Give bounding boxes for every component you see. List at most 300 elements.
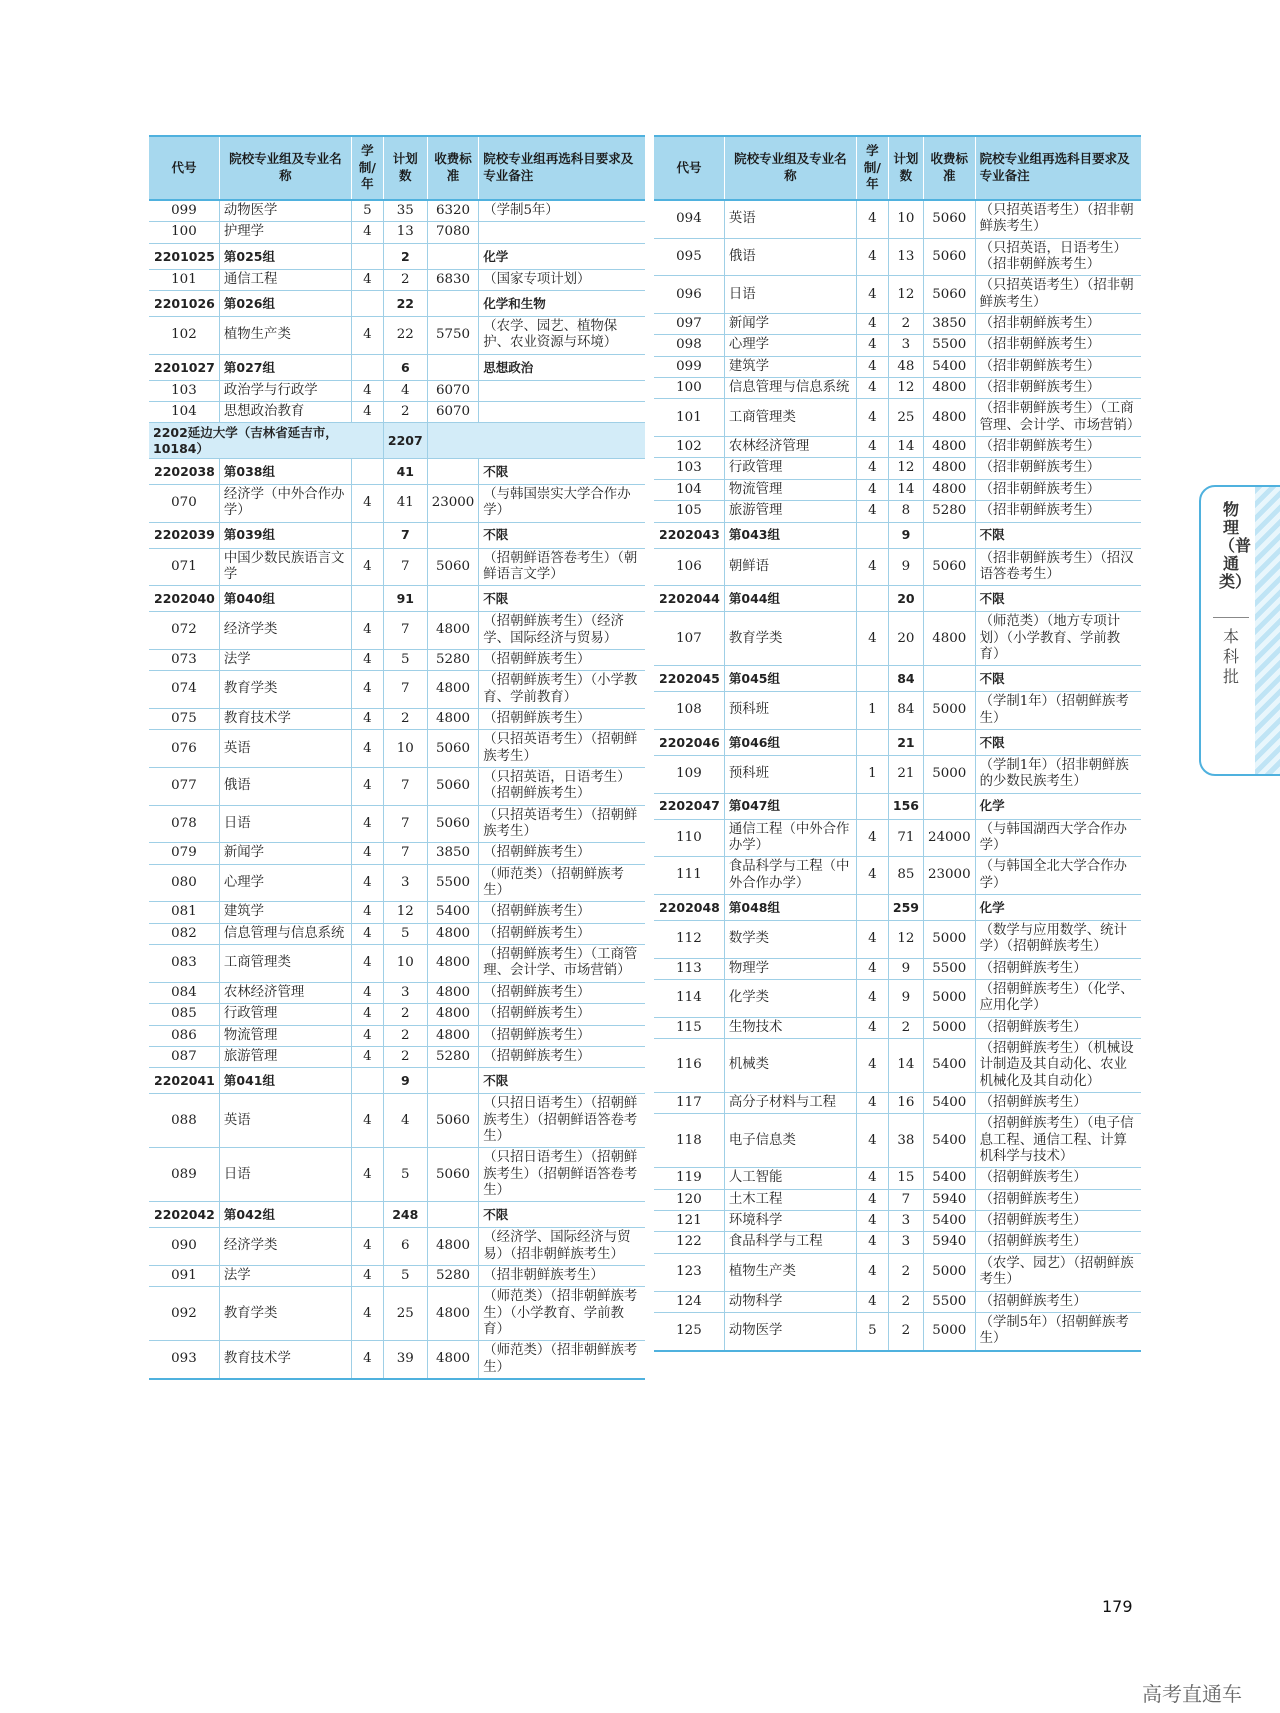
- group-row: [654, 894, 1141, 920]
- major-row: [654, 501, 1141, 522]
- major-note: （只招英语考生）（招朝鲜族考生）: [479, 805, 645, 843]
- group-name: 第040组: [219, 586, 351, 612]
- plan-count: 41: [383, 458, 427, 484]
- major-code: 116: [654, 1039, 724, 1093]
- major-row: [149, 548, 645, 586]
- plan-count: 9: [888, 548, 923, 586]
- subject-requirement: 不限: [479, 1068, 645, 1094]
- major-note: （招朝鲜族考生）: [479, 1004, 645, 1025]
- empty-cell: [856, 793, 888, 819]
- major-note: （数学与应用数学、统计学）（招朝鲜族考生）: [975, 920, 1141, 958]
- plan-count: 2: [888, 1017, 923, 1038]
- major-code: 105: [654, 501, 724, 522]
- study-years: 5: [351, 200, 383, 222]
- major-row: [149, 923, 645, 944]
- group-code: 2202048: [654, 894, 724, 920]
- plan-count: 20: [888, 612, 923, 666]
- major-code: 103: [654, 458, 724, 479]
- major-code: 118: [654, 1114, 724, 1168]
- plan-count: 35: [383, 200, 427, 222]
- empty-cell: [427, 522, 479, 548]
- major-row: [149, 1004, 645, 1025]
- tuition-fee: 5940: [923, 1189, 975, 1210]
- major-name: 信息管理与信息系统: [724, 378, 856, 399]
- study-years: 4: [351, 1094, 383, 1148]
- empty-cell: [856, 586, 888, 612]
- tuition-fee: 3850: [427, 843, 479, 864]
- study-years: 4: [351, 864, 383, 902]
- major-name: 心理学: [219, 864, 351, 902]
- major-note: （招朝鲜族考生）: [479, 902, 645, 923]
- major-code: 101: [654, 399, 724, 437]
- plan-count: 25: [888, 399, 923, 437]
- major-name: 建筑学: [724, 356, 856, 377]
- subject-requirement: 不限: [975, 666, 1141, 692]
- major-code: 122: [654, 1232, 724, 1253]
- plan-count: 16: [888, 1093, 923, 1114]
- plan-count: 12: [888, 920, 923, 958]
- column-header: 计划数: [383, 136, 427, 200]
- major-name: 工商管理类: [724, 399, 856, 437]
- plan-count: 21: [888, 755, 923, 793]
- tuition-fee: 4800: [427, 612, 479, 650]
- major-code: 091: [149, 1265, 219, 1286]
- tuition-fee: 5060: [923, 200, 975, 238]
- major-row: [149, 709, 645, 730]
- major-name: 建筑学: [219, 902, 351, 923]
- major-note: （招非朝鲜族考生）（招汉语答卷考生）: [975, 548, 1141, 586]
- study-years: 4: [856, 238, 888, 276]
- column-header: 收费标准: [427, 136, 479, 200]
- major-row: [654, 1017, 1141, 1038]
- subject-requirement: 化学: [975, 894, 1141, 920]
- empty-cell: [923, 666, 975, 692]
- major-note: （学制5年）: [479, 200, 645, 222]
- empty-cell: [351, 1068, 383, 1094]
- major-note: （师范类）（地方专项计划）（小学教育、学前教育）: [975, 612, 1141, 666]
- major-note: （招朝鲜族考生）: [975, 1017, 1141, 1038]
- major-note: （学制5年）（招朝鲜族考生）: [975, 1312, 1141, 1350]
- major-code: 096: [654, 276, 724, 314]
- major-note: （师范类）（招朝鲜族考生）: [479, 864, 645, 902]
- empty-cell: [427, 354, 479, 380]
- major-code: 087: [149, 1046, 219, 1067]
- table-header: [654, 136, 1141, 200]
- major-code: 088: [149, 1094, 219, 1148]
- empty-cell: [427, 291, 479, 317]
- plan-count: 12: [383, 902, 427, 923]
- major-note: [479, 222, 645, 243]
- tuition-fee: 4800: [427, 923, 479, 944]
- major-code: 078: [149, 805, 219, 843]
- major-note: （招朝鲜族考生）: [975, 1093, 1141, 1114]
- plan-count: 2: [383, 709, 427, 730]
- plan-count: 38: [888, 1114, 923, 1168]
- group-row: [654, 522, 1141, 548]
- tuition-fee: 5060: [923, 238, 975, 276]
- group-name: 第026组: [219, 291, 351, 317]
- major-row: [149, 1148, 645, 1202]
- major-note: （招朝鲜族考生）: [975, 1168, 1141, 1189]
- group-code: 2202040: [149, 586, 219, 612]
- group-code: 2202045: [654, 666, 724, 692]
- major-code: 084: [149, 982, 219, 1003]
- major-note: （招朝鲜族考生）: [479, 1025, 645, 1046]
- major-note: （招朝鲜族考生）: [479, 709, 645, 730]
- major-code: 100: [654, 378, 724, 399]
- study-years: 1: [856, 692, 888, 730]
- plan-count: 9: [383, 1068, 427, 1094]
- group-row: [654, 666, 1141, 692]
- study-years: 4: [351, 548, 383, 586]
- major-note: （师范类）（招非朝鲜族考生）（小学教育、学前教育）: [479, 1287, 645, 1341]
- tuition-fee: 5000: [923, 755, 975, 793]
- group-row: [149, 586, 645, 612]
- tuition-fee: 6070: [427, 402, 479, 423]
- tuition-fee: 5060: [427, 730, 479, 768]
- plan-count: 3: [383, 864, 427, 902]
- empty-cell: [427, 458, 479, 484]
- plan-count: 3: [383, 982, 427, 1003]
- plan-count: 2: [888, 1312, 923, 1350]
- group-code: 2202039: [149, 522, 219, 548]
- tuition-fee: 5000: [923, 1312, 975, 1350]
- major-row: [654, 1093, 1141, 1114]
- tuition-fee: 5060: [427, 805, 479, 843]
- tuition-fee: 4800: [923, 378, 975, 399]
- group-code: 2202047: [654, 793, 724, 819]
- major-code: 113: [654, 958, 724, 979]
- major-name: 动物医学: [219, 200, 351, 222]
- major-code: 097: [654, 314, 724, 335]
- major-name: 思想政治教育: [219, 402, 351, 423]
- major-code: 110: [654, 819, 724, 857]
- major-note: （招朝鲜族考生）: [975, 1189, 1141, 1210]
- major-note: （招朝鲜语答卷考生）（朝鲜语言文学）: [479, 548, 645, 586]
- major-note: （招朝鲜族考生）: [479, 982, 645, 1003]
- major-note: （招朝鲜族考生）（电子信息工程、通信工程、计算机科学与技术）: [975, 1114, 1141, 1168]
- tuition-fee: 5400: [923, 1168, 975, 1189]
- plan-count: 91: [383, 586, 427, 612]
- major-code: 089: [149, 1148, 219, 1202]
- group-row: [654, 793, 1141, 819]
- study-years: 4: [351, 1287, 383, 1341]
- major-row: [654, 399, 1141, 437]
- major-name: 教育学类: [219, 671, 351, 709]
- major-row: [654, 200, 1141, 238]
- major-name: 通信工程（中外合作办学）: [724, 819, 856, 857]
- major-name: 工商管理类: [219, 945, 351, 983]
- group-row: [654, 586, 1141, 612]
- major-name: 植物生产类: [219, 317, 351, 355]
- major-code: 104: [149, 402, 219, 423]
- page-number: 179: [1102, 1597, 1133, 1616]
- group-name: 第048组: [724, 894, 856, 920]
- subject-requirement: 不限: [975, 522, 1141, 548]
- major-code: 125: [654, 1312, 724, 1350]
- tuition-fee: 5400: [923, 356, 975, 377]
- study-years: 4: [351, 1046, 383, 1067]
- table-body: [654, 200, 1141, 1351]
- group-name: 第046组: [724, 729, 856, 755]
- plan-count: 2207: [383, 423, 427, 459]
- major-row: [149, 1025, 645, 1046]
- major-row: [149, 200, 645, 222]
- major-note: （招朝鲜族考生）: [479, 923, 645, 944]
- major-row: [654, 1039, 1141, 1093]
- plan-count: 259: [888, 894, 923, 920]
- study-years: 4: [351, 484, 383, 522]
- side-tab-batch: 本科批: [1222, 627, 1239, 686]
- study-years: 4: [856, 399, 888, 437]
- study-years: 4: [351, 982, 383, 1003]
- major-code: 094: [654, 200, 724, 238]
- major-name: 土木工程: [724, 1189, 856, 1210]
- major-note: （只招英语考生）（招非朝鲜族考生）: [975, 276, 1141, 314]
- major-name: 新闻学: [724, 314, 856, 335]
- study-years: 4: [856, 1039, 888, 1093]
- tuition-fee: 5000: [923, 920, 975, 958]
- study-years: 4: [351, 768, 383, 806]
- plan-count: 7: [383, 768, 427, 806]
- empty-cell: [856, 894, 888, 920]
- subject-requirement: 不限: [975, 729, 1141, 755]
- study-years: 4: [856, 356, 888, 377]
- major-code: 079: [149, 843, 219, 864]
- plan-count: 71: [888, 819, 923, 857]
- plan-count: 7: [383, 612, 427, 650]
- empty-cell: [351, 586, 383, 612]
- major-code: 123: [654, 1253, 724, 1291]
- major-row: [149, 945, 645, 983]
- major-note: （国家专项计划）: [479, 269, 645, 290]
- column-header: 计划数: [888, 136, 923, 200]
- major-name: 日语: [724, 276, 856, 314]
- study-years: 4: [351, 1004, 383, 1025]
- major-row: [654, 1189, 1141, 1210]
- plan-count: 3: [888, 1211, 923, 1232]
- study-years: 4: [351, 730, 383, 768]
- empty-cell: [923, 793, 975, 819]
- tuition-fee: 4800: [427, 1287, 479, 1341]
- plan-count: 2: [383, 243, 427, 269]
- tuition-fee: 5750: [427, 317, 479, 355]
- major-row: [654, 1253, 1141, 1291]
- major-code: 109: [654, 755, 724, 793]
- major-code: 119: [654, 1168, 724, 1189]
- major-name: 生物技术: [724, 1017, 856, 1038]
- major-code: 095: [654, 238, 724, 276]
- major-code: 070: [149, 484, 219, 522]
- plan-count: 12: [888, 378, 923, 399]
- plan-count: 14: [888, 437, 923, 458]
- major-name: 动物医学: [724, 1312, 856, 1350]
- plan-count: 5: [383, 649, 427, 670]
- plan-count: 25: [383, 1287, 427, 1341]
- group-row: [654, 729, 1141, 755]
- column-header: 院校专业组及专业名称: [724, 136, 856, 200]
- major-note: （招朝鲜族考生）: [975, 958, 1141, 979]
- major-note: （师范类）（招非朝鲜族考生）: [479, 1341, 645, 1379]
- study-years: 4: [856, 612, 888, 666]
- side-tab-hatch: [1255, 487, 1280, 774]
- major-note: （学制1年）（招非朝鲜族的少数民族考生）: [975, 755, 1141, 793]
- major-code: 075: [149, 709, 219, 730]
- group-row: [149, 522, 645, 548]
- study-years: 4: [856, 335, 888, 356]
- major-row: [654, 857, 1141, 895]
- major-name: 教育学类: [219, 1287, 351, 1341]
- group-name: 第027组: [219, 354, 351, 380]
- tuition-fee: 4800: [427, 945, 479, 983]
- major-name: 教育技术学: [219, 709, 351, 730]
- empty-cell: [856, 522, 888, 548]
- study-years: 4: [856, 819, 888, 857]
- plan-count: 12: [888, 458, 923, 479]
- tuition-fee: 5000: [923, 1253, 975, 1291]
- major-note: （只招英语，日语考生）（招非朝鲜族考生）: [975, 238, 1141, 276]
- subject-requirement: 化学和生物: [479, 291, 645, 317]
- major-note: （招朝鲜族考生）: [975, 1211, 1141, 1232]
- empty-cell: [427, 586, 479, 612]
- plan-count: 9: [888, 958, 923, 979]
- side-tab-divider: [1213, 617, 1249, 618]
- study-years: 4: [856, 314, 888, 335]
- empty-cell: [427, 1202, 479, 1228]
- group-code: 2201025: [149, 243, 219, 269]
- tuition-fee: 4800: [427, 982, 479, 1003]
- major-row: [149, 843, 645, 864]
- column-header: 代号: [654, 136, 724, 200]
- major-name: 行政管理: [219, 1004, 351, 1025]
- tuition-fee: 5500: [923, 335, 975, 356]
- major-note: （经济学、国际经济与贸易）（招非朝鲜族考生）: [479, 1228, 645, 1266]
- major-name: 信息管理与信息系统: [219, 923, 351, 944]
- major-note: （与韩国崇实大学合作办学）: [479, 484, 645, 522]
- major-code: 102: [149, 317, 219, 355]
- tuition-fee: 23000: [923, 857, 975, 895]
- group-code: 2202042: [149, 1202, 219, 1228]
- subject-requirement: 不限: [975, 586, 1141, 612]
- plan-count: 22: [383, 291, 427, 317]
- group-name: 第043组: [724, 522, 856, 548]
- study-years: 4: [856, 857, 888, 895]
- major-row: [654, 819, 1141, 857]
- group-name: 第044组: [724, 586, 856, 612]
- major-row: [149, 380, 645, 401]
- plan-count: 84: [888, 666, 923, 692]
- plan-count: 5: [383, 923, 427, 944]
- plan-count: 2: [383, 1025, 427, 1046]
- plan-count: 6: [383, 354, 427, 380]
- major-row: [654, 692, 1141, 730]
- group-name: 第039组: [219, 522, 351, 548]
- group-code: 2202041: [149, 1068, 219, 1094]
- group-row: [149, 1202, 645, 1228]
- major-note: （只招英语考生）（招非朝鲜族考生）: [975, 200, 1141, 238]
- major-code: 120: [654, 1189, 724, 1210]
- major-row: [149, 484, 645, 522]
- study-years: 4: [856, 920, 888, 958]
- major-name: 英语: [219, 1094, 351, 1148]
- left-column: [149, 135, 645, 1380]
- tuition-fee: 4800: [427, 1025, 479, 1046]
- study-years: 4: [856, 1189, 888, 1210]
- tuition-fee: 5940: [923, 1232, 975, 1253]
- major-name: 俄语: [724, 238, 856, 276]
- major-name: 教育技术学: [219, 1341, 351, 1379]
- major-code: 111: [654, 857, 724, 895]
- study-years: 4: [351, 1025, 383, 1046]
- tuition-fee: 23000: [427, 484, 479, 522]
- group-code: 2202044: [654, 586, 724, 612]
- major-code: 099: [149, 200, 219, 222]
- major-code: 112: [654, 920, 724, 958]
- plan-count: 2: [383, 402, 427, 423]
- major-name: 英语: [724, 200, 856, 238]
- major-note: （招朝鲜族考生）（经济学、国际经济与贸易）: [479, 612, 645, 650]
- empty-cell: [427, 423, 645, 459]
- tuition-fee: 5500: [923, 958, 975, 979]
- major-row: [654, 958, 1141, 979]
- plan-count: 7: [888, 1189, 923, 1210]
- major-code: 074: [149, 671, 219, 709]
- study-years: 4: [351, 709, 383, 730]
- major-code: 102: [654, 437, 724, 458]
- major-row: [149, 768, 645, 806]
- tuition-fee: 5280: [923, 501, 975, 522]
- major-row: [654, 1291, 1141, 1312]
- plan-count: 9: [888, 980, 923, 1018]
- header-row: [149, 136, 645, 200]
- column-header: 学制/年: [856, 136, 888, 200]
- plan-count: 10: [383, 945, 427, 983]
- major-code: 077: [149, 768, 219, 806]
- plan-count: 22: [383, 317, 427, 355]
- plan-count: 2: [383, 1046, 427, 1067]
- major-row: [654, 335, 1141, 356]
- study-years: 4: [351, 902, 383, 923]
- tuition-fee: 5060: [923, 276, 975, 314]
- tuition-fee: 7080: [427, 222, 479, 243]
- plan-count: 2: [383, 269, 427, 290]
- plan-count: 85: [888, 857, 923, 895]
- study-years: 1: [856, 755, 888, 793]
- major-note: （与韩国湖西大学合作办学）: [975, 819, 1141, 857]
- major-note: （与韩国全北大学合作办学）: [975, 857, 1141, 895]
- major-name: 经济学类: [219, 612, 351, 650]
- tuition-fee: 4800: [427, 671, 479, 709]
- major-note: （只招英语，日语考生）（招朝鲜族考生）: [479, 768, 645, 806]
- study-years: 4: [856, 1211, 888, 1232]
- major-code: 103: [149, 380, 219, 401]
- major-row: [654, 1114, 1141, 1168]
- study-years: 4: [856, 980, 888, 1018]
- plan-count: 5: [383, 1265, 427, 1286]
- major-note: （招朝鲜族考生）（化学、应用化学）: [975, 980, 1141, 1018]
- tuition-fee: 6830: [427, 269, 479, 290]
- major-row: [654, 479, 1141, 500]
- plan-count: 20: [888, 586, 923, 612]
- plan-count: 8: [888, 501, 923, 522]
- major-name: 心理学: [724, 335, 856, 356]
- major-code: 107: [654, 612, 724, 666]
- study-years: 4: [351, 1228, 383, 1266]
- major-row: [654, 1211, 1141, 1232]
- major-row: [654, 378, 1141, 399]
- tuition-fee: 5400: [923, 1093, 975, 1114]
- major-note: （招朝鲜族考生）: [975, 1291, 1141, 1312]
